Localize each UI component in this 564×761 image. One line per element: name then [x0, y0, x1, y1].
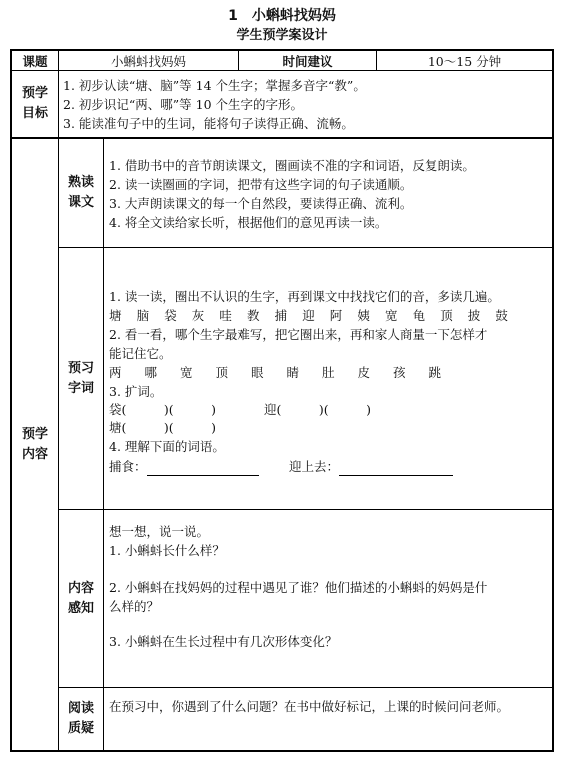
vocab-char: 姨: [357, 308, 370, 323]
goal-item: 3. 能读准句子中的生词，能将句子读得正确、流畅。: [63, 116, 354, 131]
vocab-char: 宽: [385, 308, 398, 323]
vocab-char: 披: [467, 308, 481, 323]
goals-list: [63, 76, 366, 133]
vocab-char: 眼: [251, 365, 264, 380]
think-intro: 想一想，说一说。: [109, 524, 210, 539]
read-steps: [109, 156, 475, 232]
think-question-2: 2. 小蝌蚪在找妈妈的过程中遇见了谁？他们描述的小蝌蚪的妈妈是什: [109, 580, 488, 595]
vocab-char: 迎: [302, 308, 315, 323]
preview-step-2: 2. 看一看，哪个生字最难写，把它圈出来，再和家人商量一下怎样才: [109, 327, 488, 342]
goal-item: 2. 初步识记“两、哪”等 10 个生字的字形。: [63, 97, 304, 112]
preview-content: [109, 287, 549, 487]
vocab-char: 顶: [215, 365, 229, 380]
vocab-char: 睛: [286, 365, 300, 380]
preview-step-3: 3. 扩词。: [109, 384, 163, 399]
vocab-char: 教: [247, 308, 260, 323]
document-subtitle: 学生预学案设计: [236, 28, 328, 43]
word-buhsi: [109, 457, 259, 476]
vocab-char: 鼓: [495, 308, 508, 323]
word-yingshangqu: [289, 457, 453, 476]
preview-step-4: 4. 理解下面的词语。: [109, 439, 225, 454]
expand-tang[interactable]: 塘( )( ): [109, 420, 217, 435]
expand-dai[interactable]: 袋( )( ): [109, 402, 217, 417]
word-label: 捕食：: [109, 459, 147, 474]
answer-line[interactable]: [339, 461, 453, 476]
time-value: 10～15 分钟: [427, 53, 502, 69]
document-title: 1 小蝌蚪找妈妈: [228, 8, 336, 24]
vocab-char: 塘: [109, 308, 122, 323]
vocab-char: 捕: [274, 308, 288, 323]
read-step: 3. 大声朗读课文的每一个自然段，要读得正确、流利。: [109, 196, 413, 211]
time-label: 时间建议: [282, 53, 333, 69]
think-content: [109, 522, 549, 682]
vocab-char: 袋: [164, 308, 177, 323]
vocab-char: 孩: [393, 365, 406, 380]
vocab-char: 龟: [412, 308, 426, 323]
preview-step-1: 1. 读一读，圈出不认识的生字，再到课文中找找它们的音，多读几遍。: [109, 289, 500, 304]
vocab-char: 宽: [180, 365, 193, 380]
think-question-2-cont: 么样的？: [109, 599, 160, 614]
word-label: 迎上去：: [289, 459, 340, 474]
read-step: 1. 借助书中的音节朗读课文，圈画读不准的字和词语，反复朗读。: [109, 158, 475, 173]
think-question-1: 1. 小蝌蚪长什么样？: [109, 543, 225, 558]
vocab-char: 阿: [329, 308, 343, 323]
vocab-char: 灰: [191, 308, 205, 323]
think-question-3: 3. 小蝌蚪在生长过程中有几次形体变化？: [109, 634, 338, 649]
vocab-char: 顶: [440, 308, 453, 323]
vocab-char: 两: [109, 365, 122, 380]
content-label: 预学 内容: [21, 426, 48, 462]
goal-item: 1. 初步认读“塘、脑”等 14 个生字；掌握多音字“教”。: [63, 78, 366, 93]
vocab-char: 跳: [428, 365, 442, 380]
read-label: 熟读 课文: [67, 175, 94, 210]
read-step: 4. 将全文读给家长听，根据他们的意见再读一读。: [109, 215, 388, 230]
vocab-char: 哪: [144, 365, 158, 380]
preview-label: 预习 字词: [67, 360, 94, 396]
read-step: 2. 读一读圈画的字词，把带有这些字词的句子读通顺。: [109, 177, 413, 192]
question-label: 阅读 质疑: [67, 701, 94, 736]
goals-label: 预学 目标: [21, 86, 48, 121]
think-label: 内容 感知: [67, 580, 94, 616]
expand-ying[interactable]: 迎( )( ): [264, 402, 372, 417]
vocab-char: 皮: [357, 365, 371, 380]
vocab-char: 脑: [136, 308, 150, 323]
preview-step-2-cont: 能记住它。: [109, 346, 172, 361]
answer-line[interactable]: [147, 461, 259, 476]
question-text: 在预习中，你遇到了什么问题？在书中做好标记，上课的时候问问老师。: [109, 699, 510, 714]
vocab-char: 肚: [322, 365, 335, 380]
topic-value: 小蝌蚪找妈妈: [110, 53, 186, 69]
topic-label: 课题: [22, 53, 48, 69]
vocab-char: 哇: [219, 308, 232, 323]
